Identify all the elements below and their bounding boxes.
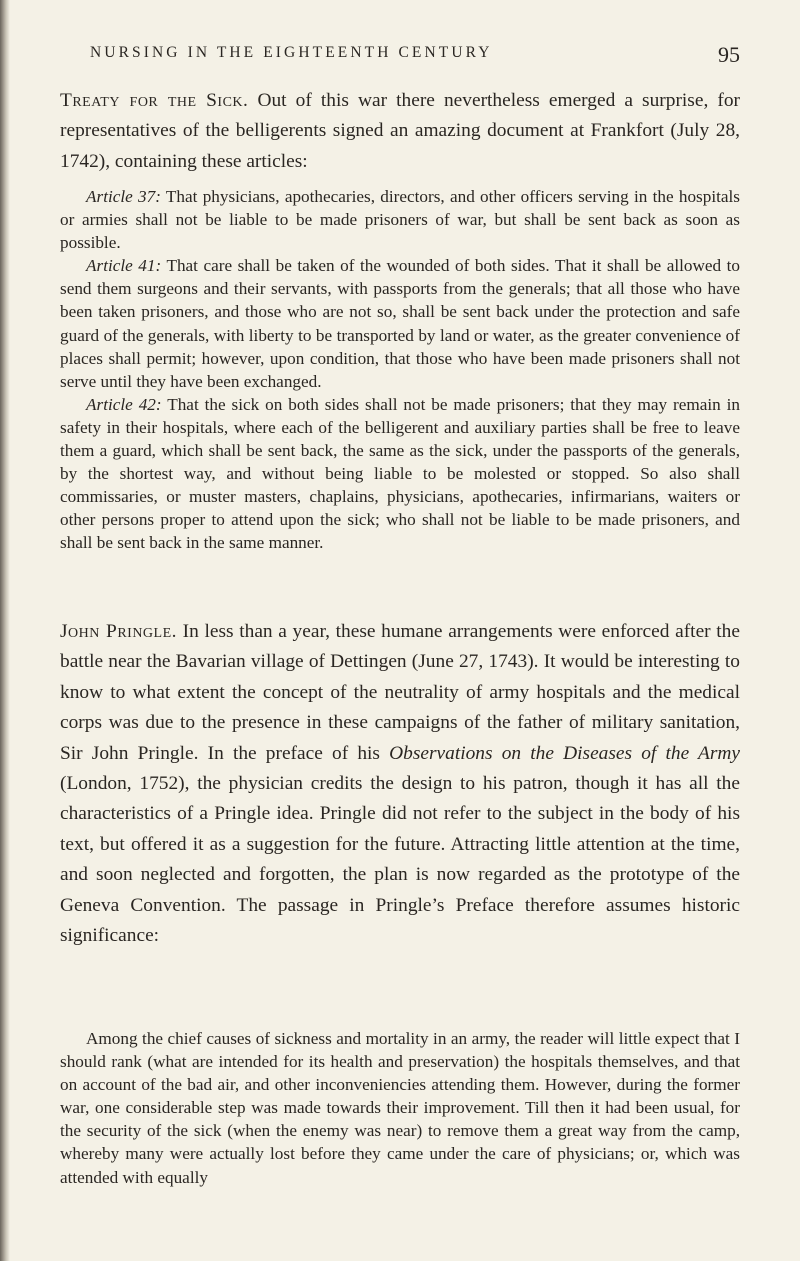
running-header: [90, 44, 730, 62]
running-title: NURSING IN THE EIGHTEENTH CENTURY: [90, 44, 493, 61]
article-label: Article 41:: [86, 256, 162, 276]
pringle-heading: John Pringle.: [60, 621, 177, 642]
article-text: That the sick on both sides shall not be made prisoners; that they may remain in safety in their hospitals, where each of the belligerent and auxiliary parties shall be free to leave them a guard, which shall be sent back, the same as the sick, under the passports of the generals, by the shortest way, and without being liable to be molested or stopped. So also shall commissaries, or muster masters, chaplains, physicians, apothecaries, infirmarians, waiters or other persons proper to attend upon the sick; who shall not be liable to be made prisoners, and shall be sent back in the same manner.: [60, 394, 740, 553]
quote-text: Among the chief causes of sickness and mortality in an army, the reader will little expect that I should rank (what are intended for its health and preservation) the hospitals themselves, and that on account of the bad air, and other inconveniencies attending them. However, during the former war, one considerable step was made towards their improvement. Till then it had been usual, for the security of the sick (when the enemy was near) to remove them a great way from the camp, whereby many were actually lost before they came under the care of physicians; or, which was attended with equally: [60, 1029, 740, 1187]
page-number: 95: [718, 42, 740, 67]
article-label: Article 37:: [86, 187, 161, 206]
article-label: Article 42:: [86, 394, 162, 414]
article-text: That physicians, apothecaries, directors, and other officers serving in the hospitals or armies shall not be liable to be made prisoners of war, but shall be sent back as soon as possible.: [60, 187, 740, 253]
pringle-paragraph: [60, 617, 740, 951]
treaty-heading: Treaty for the Sick.: [60, 90, 249, 111]
article-37: [60, 185, 740, 254]
pringle-quote: [60, 1027, 740, 1189]
article-42: [60, 393, 740, 555]
book-title: Observations on the Diseases of the Army: [389, 742, 740, 764]
article-text: That care shall be taken of the wounded of both sides. That it shall be allowed to send them surgeons and their servants, with passports from the generals; that all those who have been taken prisoners, and those who are not so, shall be sent back under the protection and safe guard of the generals, with liberty to be transported by land or water, as the greater convenience of places shall permit; however, upon condition, that those who have been made prisoners shall not serve until they have been exchanged.: [60, 256, 741, 391]
treaty-text: Out of this war there nevertheless emerged a surprise, for representatives of the belligerents signed an amazing document at Frankfort (July 28, 1742), containing these articles:: [60, 90, 740, 172]
page-gutter-shadow: [0, 0, 10, 1261]
articles-block: [60, 185, 740, 555]
pringle-text-2: (London, 1752), the physician credits the design to his patron, though it has all the characteristics of a Pringle idea. Pringle did not refer to the subject in the body of his text, but offered it as a suggestion for the future. Attracting little attention at the time, and soon neglected and forgotten, the plan is now regarded as the prototype of the Geneva Convention. The passage in Pringle’s Preface therefore assumes historic significance:: [60, 773, 740, 947]
pringle-text-1: In less than a year, these humane arrangements were enforced after the battle near the Bavarian village of Dettingen (June 27, 1743). It would be interesting to know to what extent the concept of the neutrality of army hospitals and the medical corps was due to the presence in these campaigns of the father of military sanitation, Sir John Pringle. In the preface of his: [60, 621, 740, 764]
treaty-paragraph: [60, 86, 740, 177]
article-41: [60, 254, 740, 393]
